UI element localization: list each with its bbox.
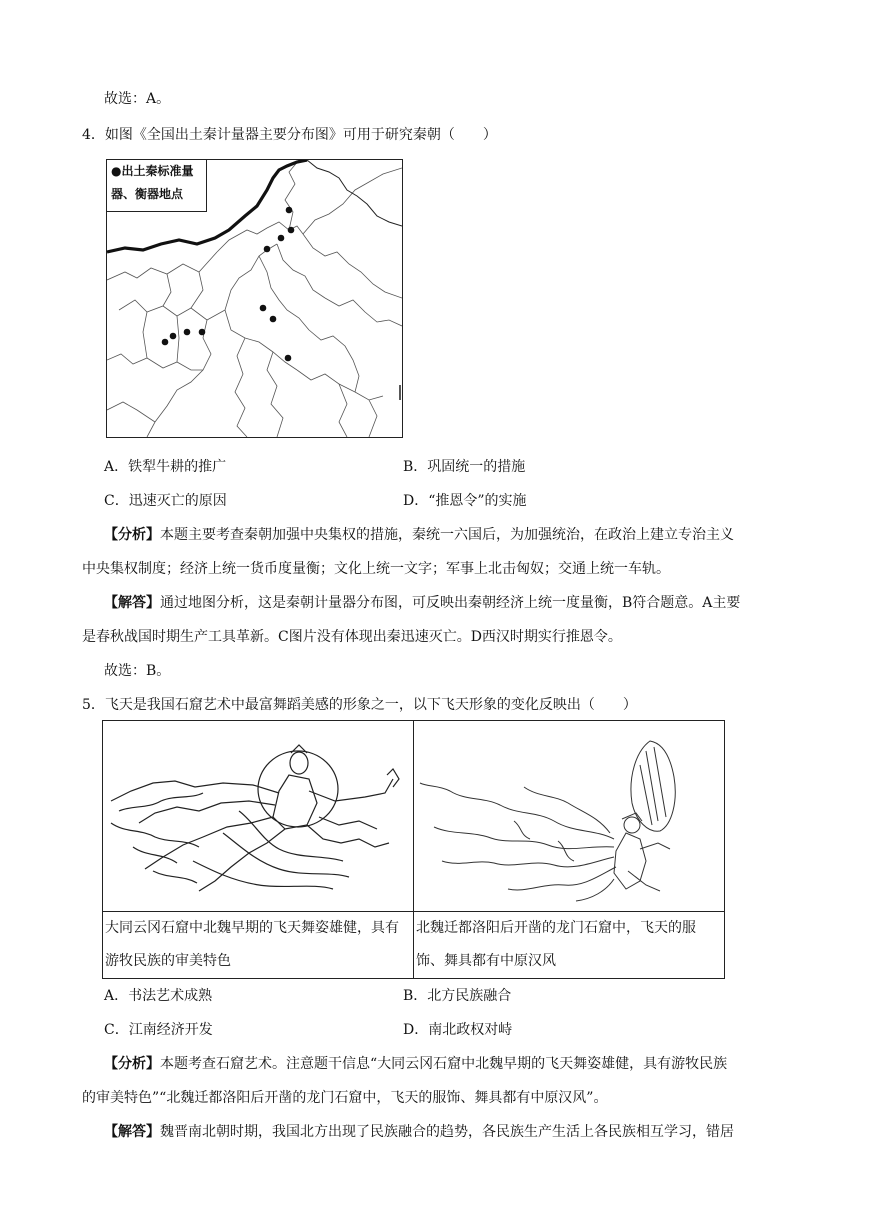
q4-analysis-line2: 中央集权制度；经济上统一货币度量衡；文化上统一文字；军事上北击匈奴；交通上统一车轨。: [82, 561, 670, 577]
q4-analysis-line1: [104, 524, 734, 544]
map-legend-line1: ●出土秦标准量: [111, 164, 194, 178]
q3-answer: 故选：A。: [104, 91, 171, 107]
q5-option-c: C．江南经济开发: [104, 1022, 213, 1038]
q4-stem: 4．如图《全国出土秦计量器主要分布图》可用于研究秦朝（ ）: [82, 127, 497, 143]
yungang-caption: 大同云冈石窟中北魏早期的飞天舞姿雄健，具有游牧民族的审美特色: [105, 920, 399, 969]
map-legend-line2: 器、衡器地点: [111, 187, 184, 201]
q4-solution-line1: [104, 592, 740, 612]
solution-text: 通过地图分析，这是秦朝计量器分布图，可反映出秦朝经济上统一度量衡，B符合题意。A主要: [160, 595, 741, 611]
q4-solution-line2: 是春秋战国时期生产工具革新。C图片没有体现出秦迅速灭亡。D西汉时期实行推恩令。: [82, 629, 622, 645]
analysis-tag: 【分析】: [104, 527, 160, 543]
longmen-caption: 北魏迁都洛阳后开凿的龙门石窟中，飞天的服饰、舞具都有中原汉风: [416, 920, 696, 969]
longmen-caption-cell: [414, 912, 725, 979]
q5-solution-line1: [104, 1121, 734, 1141]
yungang-feitian-drawing: [103, 721, 413, 907]
solution-tag: 【解答】: [104, 595, 160, 611]
analysis-tag: 【分析】: [104, 1056, 160, 1072]
q4-option-c: C．迅速灭亡的原因: [104, 493, 227, 509]
q4-option-d: D．“推恩令”的实施: [403, 493, 527, 509]
analysis-text: 本题考查石窟艺术。注意题干信息“大同云冈石窟中北魏早期的飞天舞姿雄健，具有游牧民族: [160, 1056, 728, 1072]
q5-option-a: A．书法艺术成熟: [104, 988, 213, 1004]
q5-analysis-line1: [104, 1053, 727, 1073]
q4-option-b: B．巩固统一的措施: [403, 459, 526, 475]
yungang-caption-cell: [103, 912, 414, 979]
q5-analysis-line2: 的审美特色”“北魏迁都洛阳后开凿的龙门石窟中，飞天的服饰、舞具都有中原汉风”。: [82, 1090, 608, 1106]
longmen-feitian-drawing: [414, 721, 724, 907]
yungang-feitian-image: [103, 721, 414, 912]
map-legend: [107, 160, 207, 212]
q5-stem: 5．飞天是我国石窟艺术中最富舞蹈美感的形象之一，以下飞天形象的变化反映出（ ）: [82, 697, 637, 713]
q5-option-d: D．南北政权对峙: [403, 1022, 513, 1038]
q4-option-a: A．铁犁牛耕的推广: [104, 459, 227, 475]
analysis-text: 本题主要考查秦朝加强中央集权的措施，秦统一六国后，为加强统治，在政治上建立专治主义: [160, 527, 734, 543]
q5-option-b: B．北方民族融合: [403, 988, 512, 1004]
qin-measure-map: [106, 159, 403, 438]
solution-tag: 【解答】: [104, 1124, 160, 1140]
solution-text: 魏晋南北朝时期，我国北方出现了民族融合的趋势，各民族生产生活上各民族相互学习，错居: [160, 1124, 734, 1140]
feitian-table: [102, 720, 725, 979]
longmen-feitian-image: [414, 721, 725, 912]
q4-answer: 故选：B。: [104, 663, 171, 679]
